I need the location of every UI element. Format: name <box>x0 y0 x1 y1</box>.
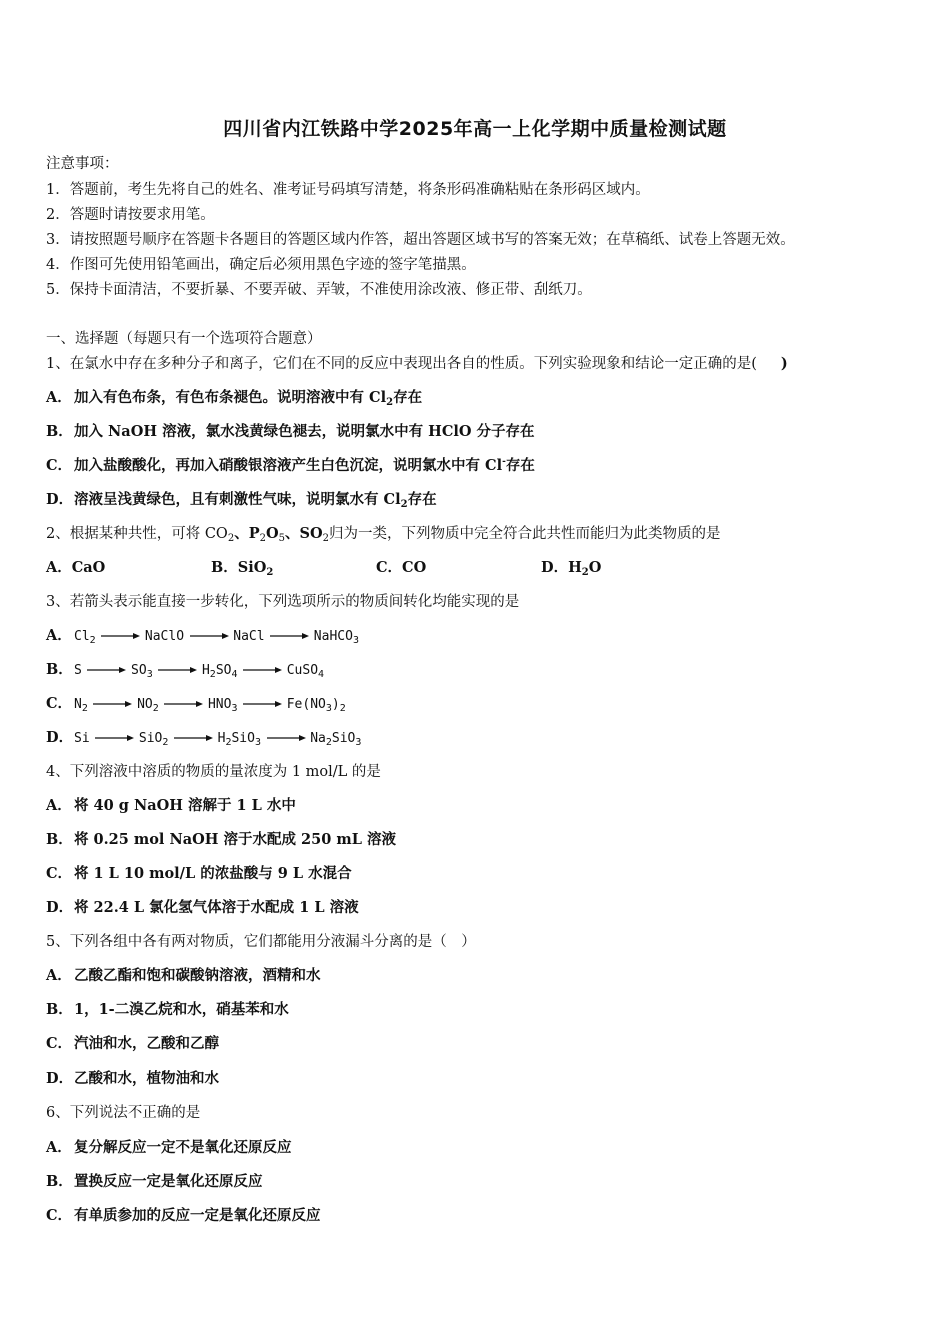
notice-item-3: 3．请按照题号顺序在答题卡各题目的答题区域内作答，超出答题区域书写的答案无效；在草稿纸、试卷上答题无效。 <box>46 232 795 248</box>
reaction-arrow-icon <box>266 733 306 743</box>
question-2-options <box>46 556 706 578</box>
question-1-option-c: C． 加入盐酸酸化，再加入硝酸银溶液产生白色沉淀，说明氯水中有 Cl-存在 <box>46 457 535 474</box>
page-title: 四川省内江铁路中学2025年高一上化学期中质量检测试题 <box>223 118 727 140</box>
question-4-option-b: B．将 0.25 mol NaOH 溶于水配成 250 mL 溶液 <box>46 831 396 848</box>
reaction-arrow-icon <box>163 699 203 709</box>
question-2-stem: 2、根据某种共性，可将 $CO_2$、$P_2O_5$、$SO_2$归为一类，下列物质中完全符合此共性而能归为此类物质的是 <box>46 525 721 544</box>
notice-item-1: 1．答题前，考生先将自己的姓名、准考证号码填写清楚，将条形码准确粘贴在条形码区域内。 <box>46 182 650 198</box>
reaction-arrow-icon <box>242 699 282 709</box>
question-3-stem: 3、若箭头表示能直接一步转化，下列选项所示的物质间转化均能实现的是 <box>46 594 520 610</box>
notice-item-5: 5．保持卡面清洁，不要折暴、不要弄破、弄皱，不准使用涂改液、修正带、刮纸刀。 <box>46 282 592 298</box>
section-heading: 一、选择题（每题只有一个选项符合题意） <box>46 331 322 347</box>
question-6-option-c: C． 有单质参加的反应一定是氧化还原反应 <box>46 1207 321 1224</box>
question-6-option-a: A． 复分解反应一定不是氧化还原反应 <box>46 1139 292 1156</box>
notice-item-2: 2．答题时请按要求用笔。 <box>46 207 215 223</box>
question-5-option-b: B．1，1-二溴乙烷和水，硝基苯和水 <box>46 1001 289 1018</box>
question-6-stem: 6、下列说法不正确的是 <box>46 1105 201 1121</box>
reaction-arrow-icon <box>94 733 134 743</box>
question-5-option-c: C． 汽油和水，乙酸和乙醇 <box>46 1035 219 1052</box>
reaction-arrow-icon <box>86 665 126 675</box>
notice-item-4: 4．作图可先使用铅笔画出，确定后必须用黑色字迹的签字笔描黑。 <box>46 257 476 273</box>
question-4-option-c: C． 将 1 L 10 mol/L 的浓盐酸与 9 L 水混合 <box>46 865 352 882</box>
reaction-arrow-icon <box>100 631 140 641</box>
question-5-option-a: A． 乙酸乙酯和饱和碳酸钠溶液，酒精和水 <box>46 967 321 984</box>
question-3-option-a: A． $Cl_2$ NaClO NaCl NaHCO$_3$ <box>46 627 359 646</box>
question-5-stem: 5、下列各组中各有两对物质，它们都能用分液漏斗分离的是（ ） <box>46 934 476 950</box>
reaction-arrow-icon <box>173 733 213 743</box>
question-1-option-d: D．溶液呈浅黄绿色，且有刺激性气味，说明氯水有 $Cl_2$存在 <box>46 491 437 510</box>
reaction-arrow-icon <box>269 631 309 641</box>
notice-heading: 注意事项： <box>46 156 119 172</box>
reaction-arrow-icon <box>92 699 132 709</box>
question-3-option-c: C． $N_2$ $NO_2$ $HNO_3$ $Fe(NO_3)_2$ <box>46 695 346 714</box>
question-6-option-b: B．置换反应一定是氧化还原反应 <box>46 1173 263 1190</box>
question-1-option-b: B．加入 NaOH 溶液，氯水浅黄绿色褪去，说明氯水中有 HClO 分子存在 <box>46 423 535 440</box>
question-2-option-b: B．SiO$_2$ <box>211 559 274 578</box>
reaction-arrow-icon <box>242 665 282 675</box>
question-1-option-a: A． 加入有色布条，有色布条褪色。说明溶液中有 $Cl_2$存在 <box>46 389 423 408</box>
reaction-arrow-icon <box>157 665 197 675</box>
question-4-option-d: D．将 22.4 L 氯化氢气体溶于水配成 1 L 溶液 <box>46 899 359 916</box>
question-5-option-d: D．乙酸和水，植物油和水 <box>46 1070 219 1087</box>
question-2-option-a: A．CaO <box>46 559 106 576</box>
question-4-option-a: A． 将 40 g NaOH 溶解于 1 L 水中 <box>46 797 296 814</box>
question-3-option-b: B．S $SO_3$ $H_2SO_4$ CuSO$_4$ <box>46 661 325 680</box>
question-2-option-c: C．CO <box>376 559 427 576</box>
question-1-stem: 1、在氯水中存在多种分子和离子，它们在不同的反应中表现出各自的性质。下列实验现象和结论一定正确的是( ) <box>46 355 788 372</box>
question-2-option-d: D．$H_2O$ <box>541 559 602 578</box>
question-3-option-d: D．Si SiO$_2$ $H_2SiO_3$ $Na_2SiO_3$ <box>46 729 362 748</box>
question-4-stem: 4、下列溶液中溶质的物质的量浓度为 1 mol/L 的是 <box>46 764 381 780</box>
reaction-arrow-icon <box>189 631 229 641</box>
